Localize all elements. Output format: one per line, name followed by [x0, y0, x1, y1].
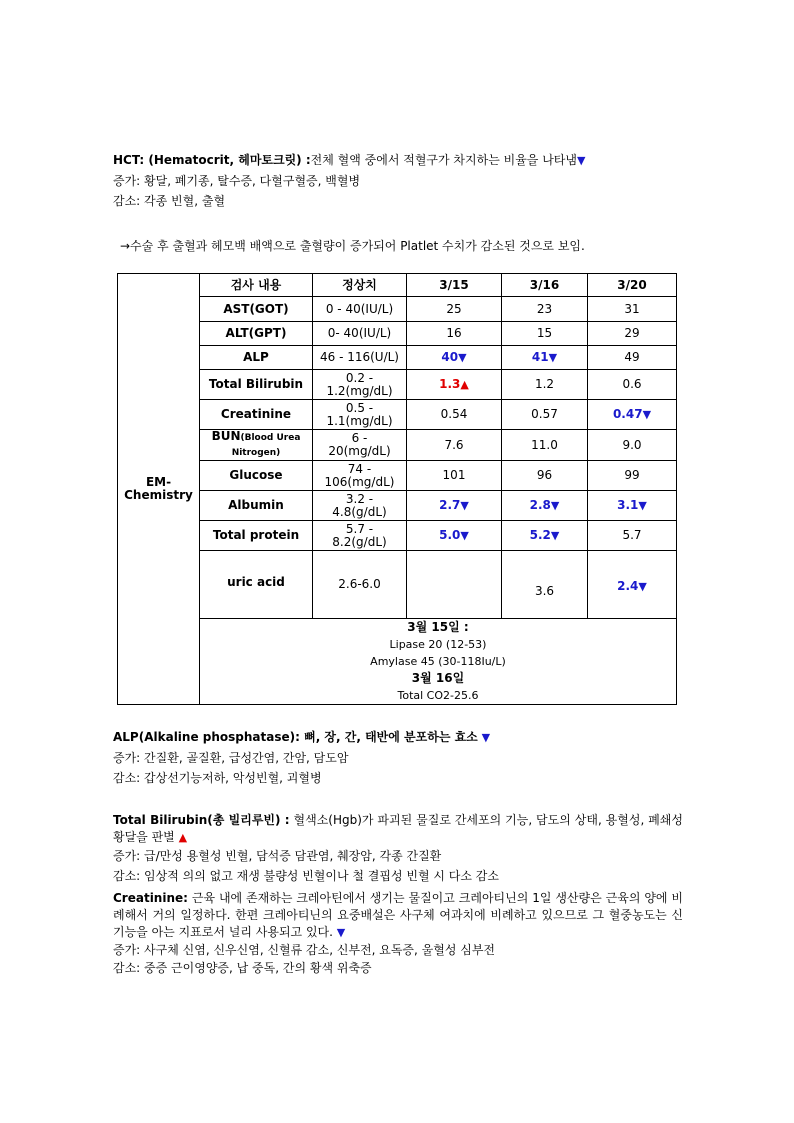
up-arrow-icon: ▲: [178, 831, 188, 844]
down-arrow-icon: ▼: [550, 499, 560, 512]
value-3-16: 23: [502, 297, 588, 322]
hct-section: [113, 150, 683, 211]
footer-co2: Total CO2-25.6: [397, 689, 479, 702]
value-3-15: [407, 521, 502, 551]
table-row: [118, 461, 677, 491]
value-3-20: 29: [588, 322, 677, 346]
down-arrow-icon: ▼: [548, 351, 558, 364]
header-date-3: 3/20: [588, 274, 677, 297]
footer-lipase: Lipase 20 (12-53): [389, 638, 487, 651]
value-3-20: [588, 551, 677, 619]
alp-title: ALP(Alkaline phosphatase): 뼈, 장, 간, 태반에 분포하는 효소: [113, 730, 478, 744]
normal-range: 46 - 116(U/L): [313, 346, 407, 370]
creatinine-decrease: 감소: 중증 근이영양증, 납 중독, 간의 황색 위축증: [113, 961, 372, 975]
value-text: 3.1: [617, 498, 639, 512]
value-3-20: 31: [588, 297, 677, 322]
value-text: 0.47: [612, 407, 643, 421]
down-arrow-icon: ▼: [460, 529, 469, 542]
creatinine-desc: 근육 내에 존재하는 크레아틴에서 생기는 물질이고 크레아티닌의 1일 생산량은 근육의 양에 비례해서 거의 일정하다. 한편 크레아티닌의 요중배설은 사구체 여과치에 비례하고 있으므로 그 혈중농도는 신기능을 아는 지표로서 널리 사용되고 있다.: [113, 891, 683, 939]
test-name: [200, 430, 313, 461]
platelet-note: →수술 후 출혈과 헤모백 배액으로 출혈량이 증가되어 Platlet 수치가 감소된 것으로 보임.: [120, 239, 585, 253]
down-arrow-icon: ▼: [460, 499, 469, 512]
test-name: Creatinine: [200, 400, 313, 430]
value-3-15: [407, 551, 502, 619]
value-3-16: 11.0: [502, 430, 588, 461]
bilirubin-increase: 증가: 급/만성 용혈성 빈혈, 담석증 담관염, 췌장암, 각종 간질환: [113, 849, 442, 863]
footer-date-2: 3월 16일: [411, 671, 465, 685]
value-text: 5.2: [529, 528, 551, 542]
down-arrow-icon: ▼: [638, 499, 647, 512]
table-row: [118, 551, 677, 619]
normal-range: 74 - 106(mg/dL): [313, 461, 407, 491]
group-label: [118, 274, 200, 705]
header-normal: 정상치: [313, 274, 407, 297]
value-3-15: 101: [407, 461, 502, 491]
test-name-main: BUN: [211, 429, 241, 443]
test-name: ALP: [200, 346, 313, 370]
test-name: Glucose: [200, 461, 313, 491]
down-arrow-icon: ▼: [550, 529, 560, 542]
table-row: [118, 346, 677, 370]
value-3-16: [502, 346, 588, 370]
table-row: [118, 521, 677, 551]
value-3-20: 99: [588, 461, 677, 491]
up-arrow-icon: ▲: [460, 378, 469, 391]
normal-range: 2.6-6.0: [313, 551, 407, 619]
header-date-1: 3/15: [407, 274, 502, 297]
value-text: 40: [441, 350, 459, 364]
test-name: Albumin: [200, 491, 313, 521]
value-3-16: [502, 521, 588, 551]
normal-range: 6 - 20(mg/dL): [313, 430, 407, 461]
bilirubin-title: Total Bilirubin(총 빌리루빈) :: [113, 813, 290, 827]
bilirubin-desc: 혈색소(Hgb)가 파괴된 물질로 간세포의 기능, 담도의 상태, 용혈성, 폐쇄성 황달을 판별: [113, 813, 683, 844]
value-3-15: 0.54: [407, 400, 502, 430]
creatinine-title: Creatinine:: [113, 891, 188, 905]
down-arrow-icon: ▼: [642, 408, 652, 421]
creatinine-section: [113, 890, 683, 977]
table-row: [118, 491, 677, 521]
test-name: ALT(GPT): [200, 322, 313, 346]
table-row: [118, 370, 677, 400]
footer-amylase: Amylase 45 (30-118Iu/L): [370, 655, 506, 668]
value-3-15: [407, 370, 502, 400]
down-arrow-icon: ▼: [336, 926, 346, 939]
bilirubin-decrease: 감소: 임상적 의의 없고 재생 불량성 빈혈이나 철 결핍성 빈혈 시 다소 감소: [113, 869, 499, 883]
hct-title: HCT: (Hematocrit, 헤마토크릿) :: [113, 153, 311, 167]
value-3-20: 9.0: [588, 430, 677, 461]
test-name: Total protein: [200, 521, 313, 551]
table-row: [118, 322, 677, 346]
value-3-15: [407, 491, 502, 521]
value-3-20: 49: [588, 346, 677, 370]
normal-range: 0- 40(IU/L): [313, 322, 407, 346]
value-3-20: 0.6: [588, 370, 677, 400]
table-header-row: [118, 274, 677, 297]
value-text: 2.4: [617, 579, 639, 593]
value-3-16: 15: [502, 322, 588, 346]
table-footer: [200, 619, 677, 705]
down-arrow-icon: ▼: [458, 351, 467, 364]
value-3-15: 7.6: [407, 430, 502, 461]
lab-results-table: [117, 273, 677, 705]
normal-range: 0.2 - 1.2(mg/dL): [313, 370, 407, 400]
value-text: 2.8: [529, 498, 551, 512]
value-text: 41: [531, 350, 549, 364]
alp-decrease: 감소: 갑상선기능저하, 악성빈혈, 괴혈병: [113, 771, 322, 785]
header-test: 검사 내용: [200, 274, 313, 297]
value-3-15: 25: [407, 297, 502, 322]
down-arrow-icon: ▼: [638, 580, 647, 593]
group-label-line2: Chemistry: [124, 488, 193, 502]
value-3-15: 16: [407, 322, 502, 346]
table-row: [118, 400, 677, 430]
group-label-line1: EM-: [145, 475, 172, 489]
hct-desc: 전체 혈액 중에서 적혈구가 차지하는 비율을 나타냄: [310, 153, 577, 167]
hct-decrease: 감소: 각종 빈혈, 출혈: [113, 194, 226, 208]
value-3-20: 5.7: [588, 521, 677, 551]
value-3-16: 1.2: [502, 370, 588, 400]
down-arrow-icon: ▼: [576, 154, 586, 167]
value-3-15: [407, 346, 502, 370]
creatinine-increase: 증가: 사구체 신염, 신우신염, 신혈류 감소, 신부전, 요독증, 울혈성 심부전: [113, 943, 496, 957]
test-name: uric acid: [200, 551, 313, 619]
header-date-2: 3/16: [502, 274, 588, 297]
bilirubin-section: [113, 812, 683, 886]
value-3-20: [588, 400, 677, 430]
hct-increase: 증가: 황달, 폐기종, 탈수증, 다혈구혈증, 백혈병: [113, 174, 361, 188]
normal-range: 0.5 - 1.1(mg/dL): [313, 400, 407, 430]
test-name: Total Bilirubin: [200, 370, 313, 400]
test-name: AST(GOT): [200, 297, 313, 322]
normal-range: 5.7 - 8.2(g/dL): [313, 521, 407, 551]
alp-increase: 증가: 간질환, 골질환, 급성간염, 간암, 담도암: [113, 751, 349, 765]
value-text: 1.3: [439, 377, 461, 391]
value-3-20: [588, 491, 677, 521]
normal-range: 3.2 - 4.8(g/dL): [313, 491, 407, 521]
table-row: [118, 430, 677, 461]
value-3-16: 96: [502, 461, 588, 491]
normal-range: 0 - 40(IU/L): [313, 297, 407, 322]
value-text: 5.0: [439, 528, 461, 542]
down-arrow-icon: ▼: [481, 731, 491, 744]
table-row: [118, 297, 677, 322]
test-name-sub: (Blood Urea Nitrogen): [231, 433, 301, 458]
value-3-16: 3.6: [502, 551, 588, 619]
value-3-16: [502, 491, 588, 521]
value-3-16: 0.57: [502, 400, 588, 430]
alp-section: [113, 727, 683, 788]
footer-date-1: 3월 15일 :: [407, 620, 469, 634]
table-footer-row: [118, 619, 677, 705]
value-text: 2.7: [439, 498, 461, 512]
